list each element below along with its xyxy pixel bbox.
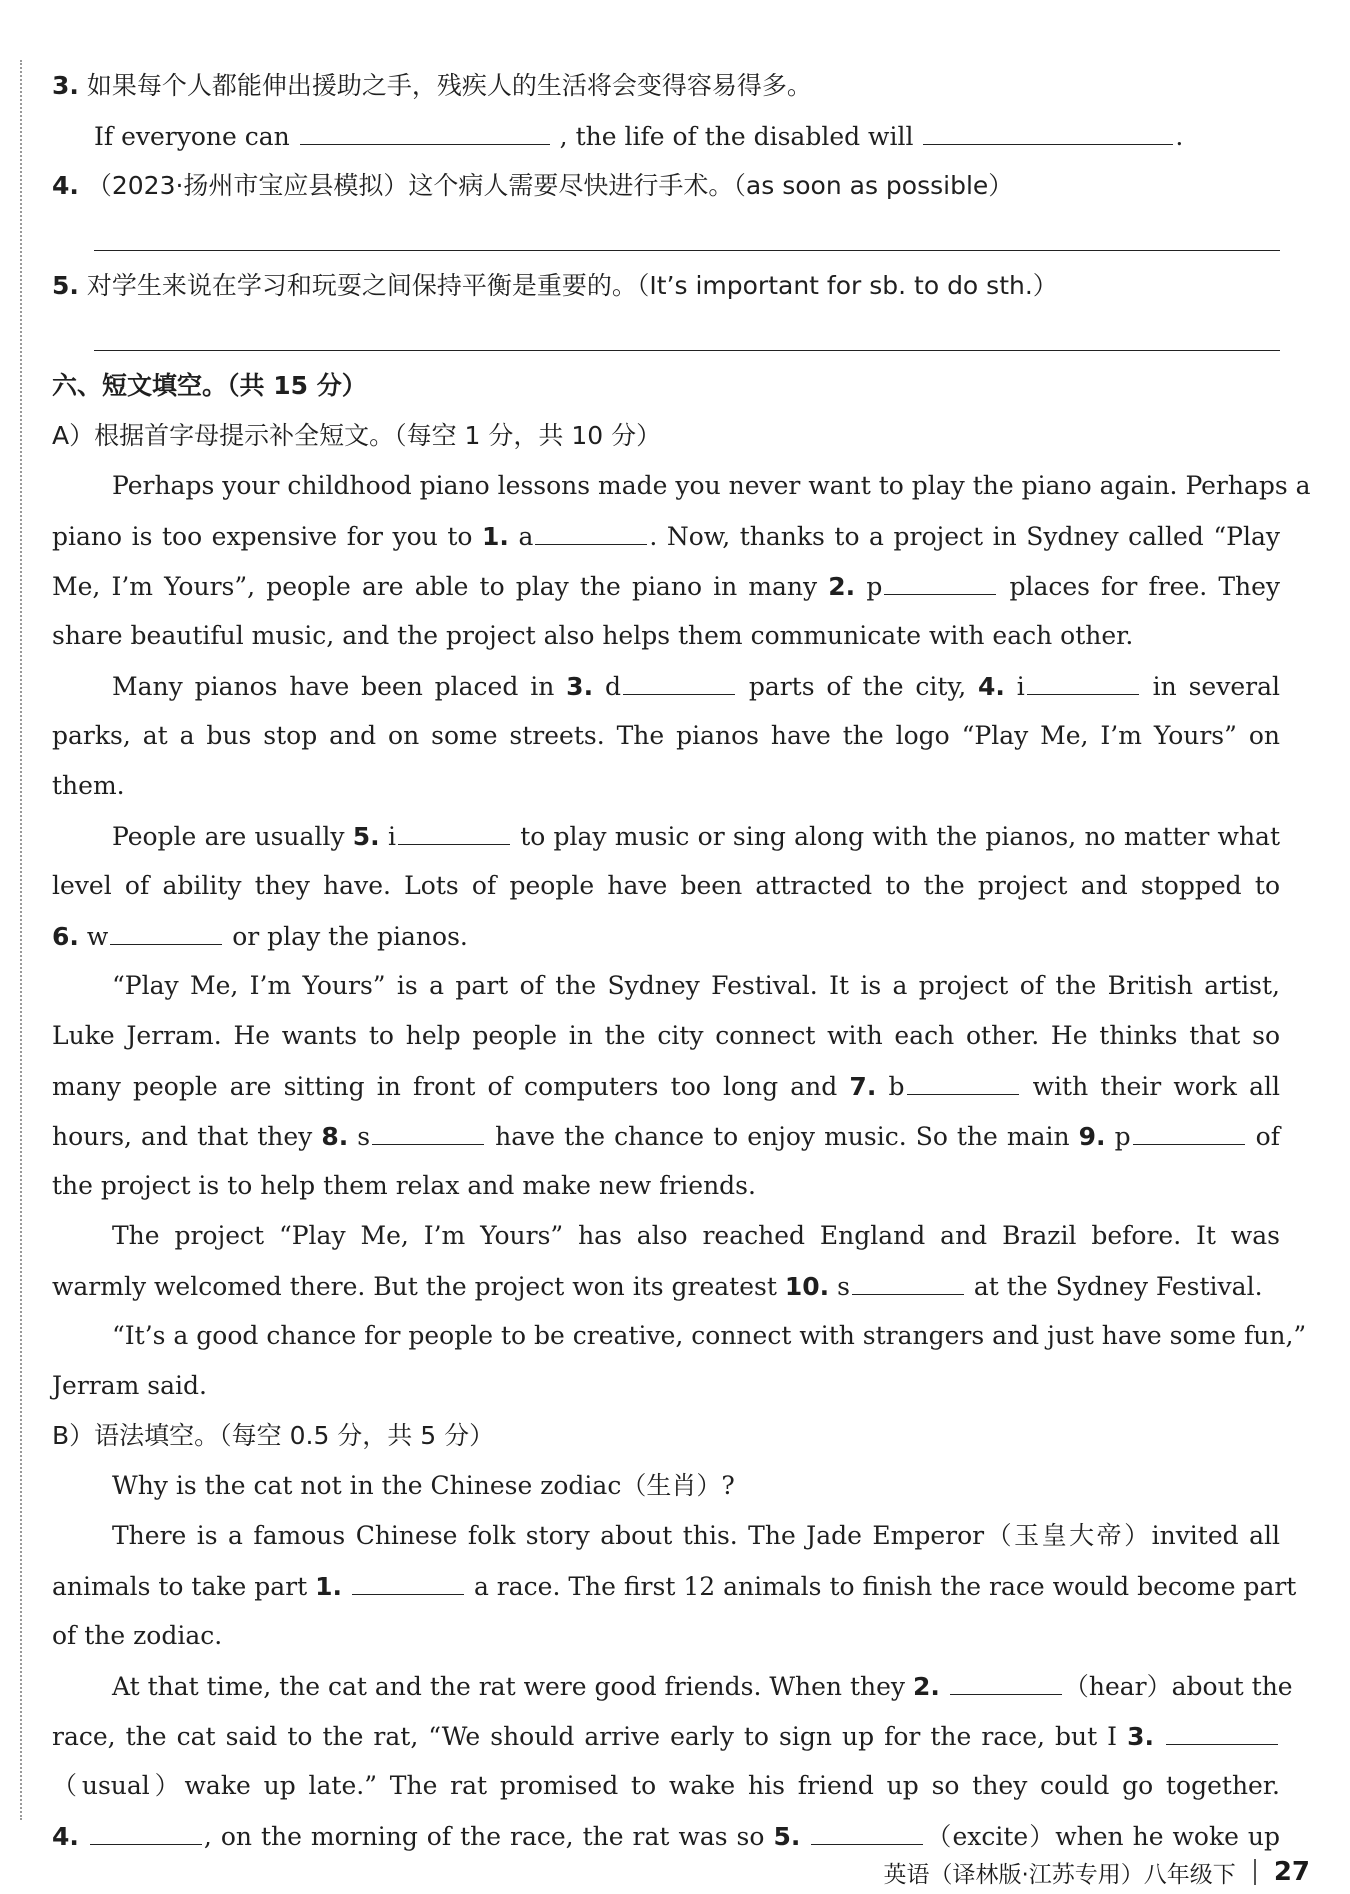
answer-blank[interactable] xyxy=(110,920,222,945)
footer-divider xyxy=(1254,1859,1256,1885)
q4-answer-line[interactable] xyxy=(94,250,1280,251)
answer-blank[interactable] xyxy=(535,520,647,545)
q5-prompt: 5. 对学生来说在学习和玩耍之间保持平衡是重要的。（It’s important for sb. to do sth.） xyxy=(52,271,1058,300)
answer-blank[interactable] xyxy=(1027,670,1139,695)
passage-line: them. xyxy=(52,771,125,800)
passage-line: 6. w or play the pianos. xyxy=(52,922,468,951)
passage-line: piano is too expensive for you to 1. a . Now, thanks to a project in Sydney called “Play xyxy=(52,522,1280,551)
passage-line: warmly welcomed there. But the project won its greatest 10. s at the Sydney Festival. xyxy=(52,1272,1263,1301)
answer-blank[interactable] xyxy=(923,120,1173,145)
q3-answer-line: If everyone can , the life of the disabled will . xyxy=(94,122,1184,151)
answer-blank[interactable] xyxy=(300,120,550,145)
passage-line: hours, and that they 8. s have the chance to enjoy music. So the main 9. p of xyxy=(52,1122,1280,1151)
passage-line: Perhaps your childhood piano lessons made you never want to play the piano again. Perhaps a xyxy=(112,471,1311,500)
passage-line: many people are sitting in front of computers too long and 7. b with their work all xyxy=(52,1072,1280,1101)
page-footer xyxy=(884,1852,1311,1892)
answer-blank[interactable] xyxy=(398,820,510,845)
answer-blank[interactable] xyxy=(90,1820,202,1845)
passage-line: Why is the cat not in the Chinese zodiac（生肖）? xyxy=(112,1471,735,1500)
passage-line: “It’s a good chance for people to be creative, connect with strangers and just have some fun,” xyxy=(112,1321,1307,1350)
answer-blank[interactable] xyxy=(352,1570,464,1595)
q5-answer-line[interactable] xyxy=(94,350,1280,351)
answer-blank[interactable] xyxy=(1166,1720,1278,1745)
passage-line: There is a famous Chinese folk story about this. The Jade Emperor（玉皇大帝）invited all xyxy=(112,1521,1280,1550)
page-number: 27 xyxy=(1273,1857,1310,1887)
passage-line: At that time, the cat and the rat were good friends. When they 2. （hear）about the xyxy=(112,1672,1293,1701)
answer-blank[interactable] xyxy=(811,1820,923,1845)
passage-line: of the zodiac. xyxy=(52,1621,223,1650)
passage-line: animals to take part 1. a race. The first 12 animals to finish the race would become part xyxy=(52,1572,1297,1601)
passage-line: The project “Play Me, I’m Yours” has also reached England and Brazil before. It was xyxy=(112,1221,1280,1250)
section-title: 六、短文填空。（共 15 分） xyxy=(52,371,367,400)
part-b-title: B）语法填空。（每空 0.5 分，共 5 分） xyxy=(52,1421,495,1450)
passage-line: race, the cat said to the rat, “We should arrive early to sign up for the race, but I 3. xyxy=(52,1720,1280,1752)
passage-line: Jerram said. xyxy=(52,1371,207,1400)
answer-blank[interactable] xyxy=(1133,1120,1245,1145)
answer-blank[interactable] xyxy=(950,1670,1062,1695)
answer-blank[interactable] xyxy=(907,1070,1019,1095)
passage-line: Many pianos have been placed in 3. d parts of the city, 4. i in several xyxy=(112,672,1280,701)
passage-line: the project is to help them relax and make new friends. xyxy=(52,1171,756,1200)
answer-blank[interactable] xyxy=(623,670,735,695)
q4-prompt: 4. （2023·扬州市宝应县模拟）这个病人需要尽快进行手术。（as soon as possible） xyxy=(52,171,1014,200)
passage-line: share beautiful music, and the project also helps them communicate with each other. xyxy=(52,621,1134,650)
margin-rule xyxy=(20,60,22,1820)
passage-line: level of ability they have. Lots of people have been attracted to the project and stopped to xyxy=(52,871,1280,900)
book-title: 英语（译林版·江苏专用）八年级下 xyxy=(883,1861,1236,1888)
passage-line: Me, I’m Yours”, people are able to play the piano in many 2. p places for free. They xyxy=(52,572,1281,601)
q3-prompt: 3. 如果每个人都能伸出援助之手，残疾人的生活将会变得容易得多。 xyxy=(52,71,812,100)
passage-line: （usual）wake up late.” The rat promised to wake his friend up so they could go together. xyxy=(52,1771,1280,1800)
passage-line: “Play Me, I’m Yours” is a part of the Sydney Festival. It is a project of the British artist, xyxy=(112,971,1280,1000)
passage-line: parks, at a bus stop and on some streets. The pianos have the logo “Play Me, I’m Yours” on xyxy=(52,721,1280,750)
answer-blank[interactable] xyxy=(372,1120,484,1145)
passage-line: People are usually 5. i to play music or sing along with the pianos, no matter what xyxy=(112,822,1280,851)
passage-line: 4. , on the morning of the race, the rat was so 5. （excite）when he woke up xyxy=(52,1822,1281,1851)
part-a-title: A）根据首字母提示补全短文。（每空 1 分，共 10 分） xyxy=(52,421,662,450)
answer-blank[interactable] xyxy=(884,570,996,595)
answer-blank[interactable] xyxy=(852,1270,964,1295)
passage-line: Luke Jerram. He wants to help people in the city connect with each other. He thinks that so xyxy=(52,1021,1280,1050)
